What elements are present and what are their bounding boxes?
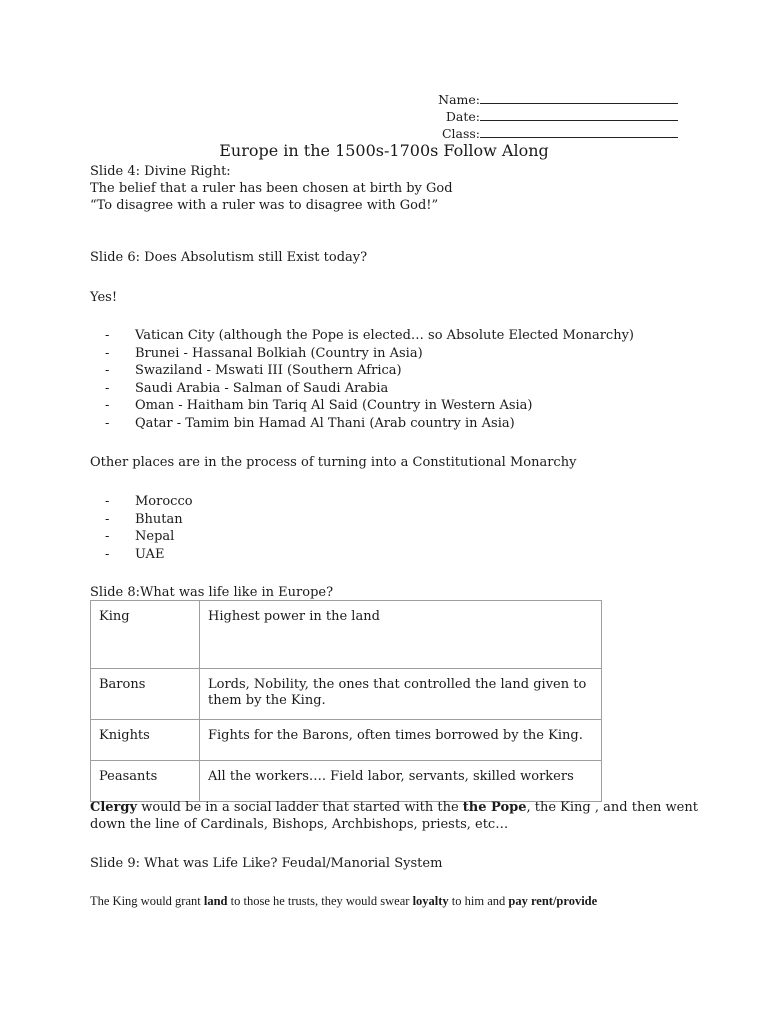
slide9-heading: Slide 9: What was Life Like? Feudal/Manorial System (90, 856, 443, 871)
pay-rent-term: pay rent/provide (508, 894, 598, 908)
table-row (91, 720, 602, 761)
land-term: land (203, 894, 228, 908)
clergy-paragraph-line1 (90, 799, 698, 816)
class-label: Class: (441, 126, 480, 141)
slide4-quote: “To disagree with a ruler was to disagree with God!” (90, 198, 439, 213)
slide9-text: The King would grant (90, 894, 204, 908)
slide4-heading: Slide 4: Divine Right: (90, 164, 231, 179)
transition-intro: Other places are in the process of turning into a Constitutional Monarchy (90, 455, 577, 470)
slide6-answer: Yes! (90, 290, 118, 305)
description-cell: All the workers…. Field labor, servants, skilled workers (200, 761, 602, 802)
slide6-heading: Slide 6: Does Absolutism still Exist today? (90, 250, 368, 265)
date-label: Date: (445, 109, 480, 124)
slide9-text: to those he trusts, they would swear (227, 894, 413, 908)
description-cell: Highest power in the land (200, 601, 602, 669)
rank-cell: Barons (91, 669, 200, 720)
slide9-text: to him and (448, 894, 509, 908)
slide4-definition: The belief that a ruler has been chosen at birth by God (90, 181, 453, 196)
class-field (442, 125, 678, 142)
rank-cell: King (91, 601, 200, 669)
document-page: Name: Date: Class: Europe in the 1500s-1700s Follow Along Slide 4: Divine Right: The belief that a ruler has been chosen at birth by God “To disagree with a ruler was to disagree with God!” Slide 6: Does Absolutism still Exist today? Yes! - Vatican City (although the Pope is elected… so Absolute Elected Monarchy) - Brunei - Hassanal Bolkiah (Country in Asia) - Swaziland - Mswati III (Southern Africa) - Saudi Arabia - Salman of Saudi Arabia - Oman - Haitham bin Tariq Al Said (Country in Western Asia) - Qatar - Tamim bin Hamad Al Thani (Arab country in Asia) Other places are in the process of turning into a Constitutional Monarchy - Morocco - Bhutan - Nepal - UAE Slide 8:What was life like in Europe? King Highest power in the land Barons Lords, Nobility, the ones that controlled the land given to them by the King. Knights Fights for the Barons, often times borrowed by the King. Peasants All the workers…. Field labor, servants, skilled workers Clergy would be in a social ladder that started with the the Pope, the King , and then went down the line of Cardinals, Bishops, Archbishops, priests, etc… Slide 9: What was Life Like? Feudal/Manorial System The King would grant land to those he trusts, they would swear loyalty to him and pay rent/provide (0, 0, 768, 1024)
name-blank-line (480, 91, 678, 104)
class-blank-line (480, 125, 678, 138)
clergy-text: would be in a social ladder that started with the (137, 800, 463, 815)
clergy-term: Clergy (90, 800, 138, 815)
name-label: Name: (438, 92, 480, 107)
table-row (91, 761, 602, 802)
name-field (438, 91, 678, 108)
rank-cell: Knights (91, 720, 200, 761)
date-field (446, 108, 678, 125)
feudal-hierarchy-table (90, 600, 602, 802)
table-row (91, 669, 602, 720)
clergy-paragraph-line2: down the line of Cardinals, Bishops, Archbishops, priests, etc… (90, 817, 509, 832)
description-cell: Lords, Nobility, the ones that controlled the land given to them by the King. (200, 669, 602, 720)
clergy-text-cont: , the King , and then went (526, 800, 698, 815)
table-row (91, 601, 602, 669)
page-title: Europe in the 1500s-1700s Follow Along (219, 141, 549, 160)
date-blank-line (480, 108, 678, 121)
description-cell: Fights for the Barons, often times borrowed by the King. (200, 720, 602, 761)
pope-term: the Pope (462, 800, 527, 815)
loyalty-term: loyalty (412, 894, 449, 908)
rank-cell: Peasants (91, 761, 200, 802)
slide9-paragraph (90, 893, 597, 910)
slide8-heading: Slide 8:What was life like in Europe? (90, 585, 334, 600)
